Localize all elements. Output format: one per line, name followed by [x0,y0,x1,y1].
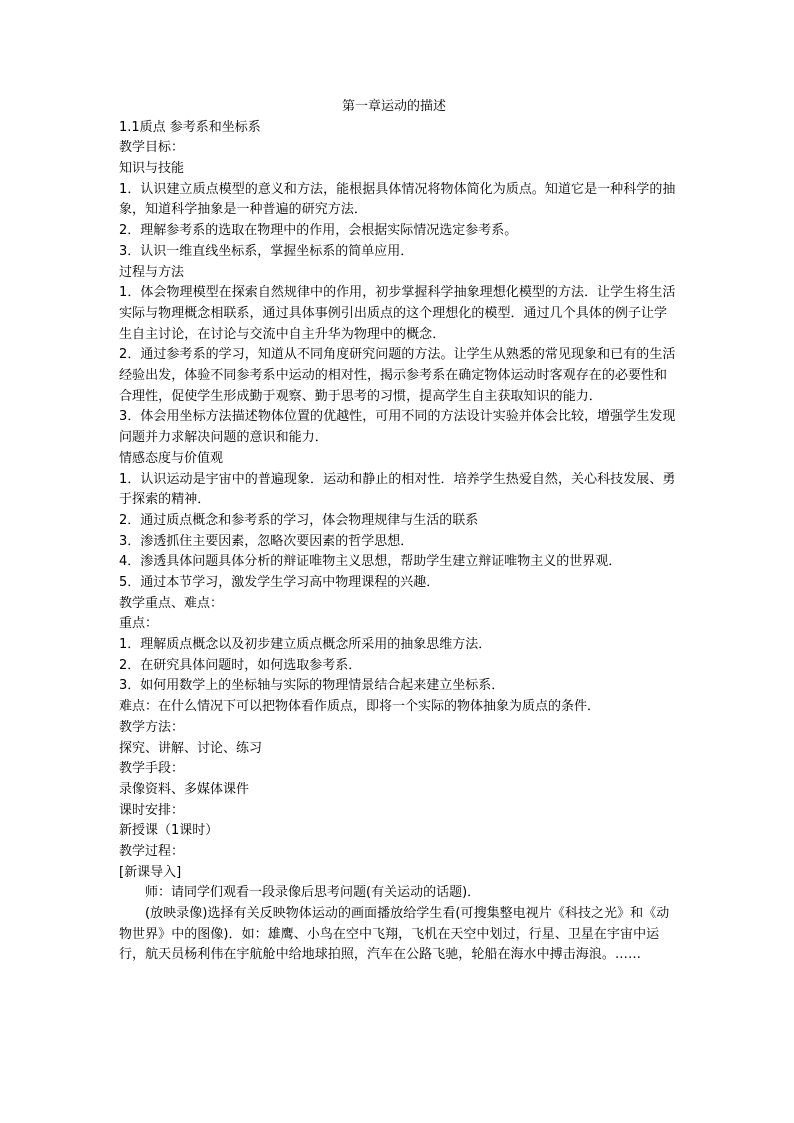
key-item: 2．在研究具体问题时，如何选取参考系． [119,657,362,673]
chapter-title: 第一章运动的描述 [341,99,446,114]
method-text: 探究、讲解、讨论、练习 [119,740,263,756]
knowledge-heading: 知识与技能 [119,161,185,177]
attitude-heading: 情感态度与价值观 [119,450,224,466]
document-body [119,97,679,966]
intro-paragraph: 师：请同学们观看一段录像后思考问题(有关运动的话题)． [145,885,481,901]
schedule-text: 新授课（1课时） [119,823,219,839]
process-item: 3．体会用坐标方法描述物体位置的优越性，可用不同的方法设计实验并体会比较，增强学生发现问题并力求解决问题的意识和能力． [119,409,676,446]
attitude-item: 4．渗透具体问题具体分析的辩证唯物主义思想，帮助学生建立辩证唯物主义的世界观． [119,554,622,570]
process-item: 1．体会物理模型在探索自然规律中的作用，初步掌握科学抽象理想化模型的方法．让学生将生活实际与物理概念相联系，通过具体事例引出质点的这个理想化的模型．通过几个具体的例子让学生自主讨论，在讨论与交流中自主升华为物理中的概念． [119,285,676,342]
process-heading: 过程与方法 [119,264,185,280]
intro-heading: [新课导入] [119,864,182,880]
intro-paragraph: (放映录像)选择有关反映物体运动的画面播放给学生看(可搜集整电视片《科技之光》和《动物世界》中的图像)．如：雄鹰、小鸟在空中飞翔，飞机在天空中划过，行星、卫星在宇宙中运行，航天员杨利伟在宇航舱中给地球拍照，汽车在公路飞驰，轮船在海水中搏击海浪。…… [119,906,670,963]
process-course-heading: 教学过程： [119,843,185,859]
section-heading: 1.1质点 参考系和坐标系 [119,119,261,135]
key-heading: 重点： [119,616,159,632]
teaching-goals-heading: 教学目标： [119,140,185,156]
attitude-item: 1．认识运动是宇宙中的普遍现象．运动和静止的相对性．培养学生热爱自然，关心科技发展、勇于探索的精神． [119,471,676,508]
key-points-heading: 教学重点、难点： [119,595,224,611]
means-heading: 教学手段： [119,761,185,777]
process-item: 2．通过参考系的学习，知道从不同角度研究问题的方法。让学生从熟悉的常见现象和已有的生活经验出发，体验不同参考系中运动的相对性，揭示参考系在确定物体运动时客观存在的必要性和合理性，促使学生形成勤于观察、勤于思考的习惯，提高学生自主获取知识的能力． [119,347,676,404]
schedule-heading: 课时安排： [119,802,185,818]
knowledge-item: 3．认识一维直线坐标系，掌握坐标系的简单应用． [119,243,414,259]
key-item: 3．如何用数学上的坐标轴与实际的物理情景结合起来建立坐标系． [119,678,505,694]
attitude-item: 3．渗透抓住主要因素，忽略次要因素的哲学思想． [119,533,414,549]
method-heading: 教学方法： [119,719,185,735]
attitude-item: 2．通过质点概念和参考系的学习，体会物理规律与生活的联系 [119,512,479,528]
knowledge-item: 1．认识建立质点模型的意义和方法，能根据具体情况将物体简化为质点。知道它是一种科学的抽象，知道科学抽象是一种普遍的研究方法． [119,181,676,218]
attitude-item: 5．通过本节学习，激发学生学习高中物理课程的兴趣． [119,575,440,590]
difficulty-line: 难点：在什么情况下可以把物体看作质点，即将一个实际的物体抽象为质点的条件． [119,699,601,715]
key-item: 1．理解质点概念以及初步建立质点概念所采用的抽象思维方法． [119,637,492,653]
knowledge-item: 2．理解参考系的选取在物理中的作用，会根据实际情况选定参考系。 [119,223,518,239]
means-text: 录像资料、多媒体课件 [119,781,250,797]
